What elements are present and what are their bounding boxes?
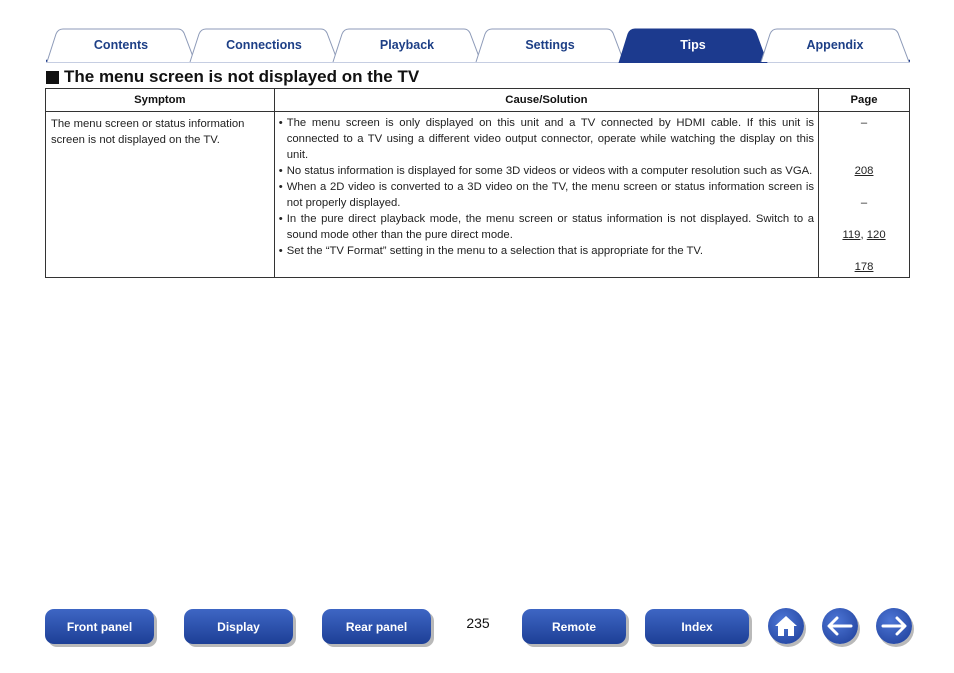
arrow-right-icon <box>881 616 907 636</box>
tab-connections[interactable]: Connections <box>189 28 339 61</box>
page-ref-3: – <box>860 197 868 209</box>
header-page: Page <box>819 89 910 112</box>
forward-button[interactable] <box>876 608 912 644</box>
header-symptom: Symptom <box>46 89 275 112</box>
cause-item: • When a 2D video is converted to a 3D video on the TV, the menu screen or status information screen is not properly displayed. <box>278 181 815 209</box>
back-button[interactable] <box>822 608 858 644</box>
header-cause: Cause/Solution <box>274 89 818 112</box>
troubleshooting-table <box>45 88 910 278</box>
home-button[interactable] <box>768 608 804 644</box>
tab-settings[interactable]: Settings <box>475 28 625 61</box>
page-number: 235 <box>466 615 490 631</box>
table-row <box>46 112 910 278</box>
remote-button[interactable]: Remote <box>522 609 626 644</box>
tab-tips[interactable]: Tips <box>618 28 768 61</box>
cause-item: • The menu screen is only displayed on this unit and a TV connected by HDMI cable. If this unit is connected to a TV using a different video output connector, operate while watching the display on this unit. <box>278 117 815 161</box>
page-cell: – 208 – 119, 120 178 <box>819 112 910 278</box>
page-link-119[interactable]: 119 <box>842 229 861 241</box>
tab-bar <box>46 27 910 63</box>
cause-item: • Set the “TV Format” setting in the menu to a selection that is appropriate for the TV. <box>278 245 704 257</box>
display-button[interactable]: Display <box>184 609 293 644</box>
cause-item: • No status information is displayed for some 3D videos or videos with a computer resolution such as VGA. <box>278 165 813 177</box>
section-heading <box>46 67 419 87</box>
home-icon <box>773 614 799 638</box>
page-link-208[interactable]: 208 <box>854 165 874 177</box>
index-button[interactable]: Index <box>645 609 749 644</box>
tab-contents[interactable]: Contents <box>46 28 196 61</box>
square-bullet-icon <box>46 71 59 84</box>
table-header-row <box>46 89 910 112</box>
page-link-178[interactable]: 178 <box>854 261 874 273</box>
tab-appendix[interactable]: Appendix <box>760 28 910 61</box>
arrow-left-icon <box>827 616 853 636</box>
rear-panel-button[interactable]: Rear panel <box>322 609 431 644</box>
front-panel-button[interactable]: Front panel <box>45 609 154 644</box>
page-link-120[interactable]: 120 <box>866 229 886 241</box>
symptom-cell: The menu screen or status information screen is not displayed on the TV. <box>46 112 275 278</box>
cause-item: • In the pure direct playback mode, the menu screen or status information is not displayed. Switch to a sound mode other than the pure direct mode. <box>278 213 815 241</box>
tab-playback[interactable]: Playback <box>332 28 482 61</box>
page-ref-1: – <box>860 117 868 129</box>
page-title: The menu screen is not displayed on the TV <box>64 67 420 86</box>
cause-cell <box>274 112 818 278</box>
